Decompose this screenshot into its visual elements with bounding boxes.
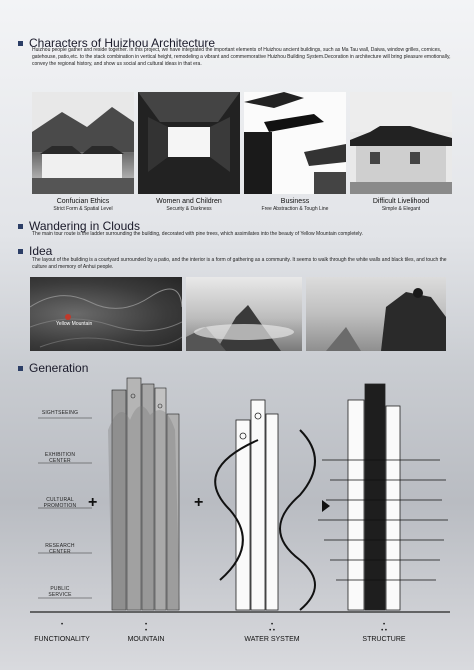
level-research-center-text: CENTER: [49, 549, 71, 555]
level-research-text: RESEARCH: [45, 543, 75, 549]
level-bracket-lines: [38, 418, 92, 598]
generation-title-text: Generation: [29, 361, 89, 375]
photo-business: [244, 92, 346, 194]
photo-cliff-pines-art: [306, 277, 446, 351]
dots-icon-functionality: •: [60, 622, 64, 628]
photo-difficult-livelihood-art: [350, 92, 452, 194]
caption-confucian-ethics: [32, 198, 134, 212]
map-label: Yellow Mountain: [56, 321, 93, 327]
water-system-towers: [215, 400, 315, 610]
level-cultural-text: CULTURAL: [46, 497, 74, 503]
idea-paragraph: The layout of the building is a courtyard surrounded by a patio, and the interior is a form of gathering as a community. It seems to walk through the white walls and black tiles, and touch the culture and memory of Anhui people.: [32, 257, 447, 270]
level-center-text: CENTER: [49, 458, 71, 464]
caption-difficult-livelihood-sub: Simple & Elegant: [381, 206, 421, 212]
generation-diagram: [0, 370, 474, 630]
photo-women-children: [138, 92, 240, 194]
level-promotion-text: PROMOTION: [43, 503, 77, 509]
clouds-title-text: Wandering in Clouds: [29, 219, 140, 233]
photo-difficult-livelihood: [350, 92, 452, 194]
photo-yellow-mountain-map: [30, 277, 182, 351]
level-service-text: SERVICE: [48, 592, 72, 598]
photo-mountain-fog: [186, 277, 302, 351]
bullet-icon: [18, 224, 23, 229]
label-water-system: WATER SYSTEM: [244, 636, 300, 643]
dots-icon-water: • • •: [269, 622, 275, 634]
caption-business: [244, 198, 346, 212]
characters-title-text: Characters of Huizhou Architecture: [29, 36, 216, 50]
plus-operator-2: +: [194, 494, 204, 511]
photo-business-art: [244, 92, 346, 194]
label-functionality: FUNCTIONALITY: [34, 636, 90, 643]
clouds-paragraph: The main tour route is the ladder surrounding the building, decorated with pine trees, which assimilates into the beauty of Yellow Mountain completely.: [32, 231, 363, 237]
photo-women-children-art: [138, 92, 240, 194]
level-exhibition-text: EXHIBITION: [44, 452, 76, 458]
bullet-icon: [18, 41, 23, 46]
photo-cliff-pines: [306, 277, 446, 351]
photo-confucian-ethics-art: [32, 92, 134, 194]
level-sightseeing-text: SIGHTSEEING: [41, 410, 79, 416]
bullet-icon: [18, 249, 23, 254]
characters-paragraph: Huizhou people gather and reside together. In this project, we have integrated the important elements of Huizhou ancient buildings, such as Ma Tau wall, Daiwa, window grilles, cornices, gatehouse, patio,etc. to the stack combination in vertical height, remodeling a vibrant and commemorative Huizhou Building System.Decoration in architecture will bring pleasure emotionally, convey the regional history, and show us social and cultural ideas in that era.: [32, 47, 451, 67]
plus-operator-1: +: [88, 494, 98, 511]
caption-confucian-ethics-sub: Strict Form & Spatial Level: [53, 206, 113, 212]
mountain-towers: [108, 378, 180, 610]
label-structure: STRUCTURE: [362, 636, 406, 643]
structure-towers: [318, 384, 448, 610]
caption-difficult-livelihood-title: Difficult Livelihood: [372, 198, 430, 205]
map-terrain-art: [30, 277, 182, 351]
level-public-text: PUBLIC: [50, 586, 70, 592]
map-pin-icon: [65, 314, 71, 320]
caption-women-children-sub: Security & Darkness: [166, 206, 212, 212]
photo-confucian-ethics: [32, 92, 134, 194]
label-mountain: MOUNTAIN: [127, 636, 165, 643]
caption-business-title: Business: [280, 198, 310, 205]
caption-confucian-ethics-title: Confucian Ethics: [56, 198, 110, 205]
caption-difficult-livelihood: [350, 198, 452, 212]
caption-women-children-title: Women and Children: [156, 198, 222, 205]
caption-women-children: [138, 198, 240, 212]
dots-icon-structure: • • •: [381, 622, 387, 634]
idea-title-text: Idea: [29, 244, 53, 258]
dots-icon-mountain: • •: [144, 622, 148, 634]
caption-business-sub: Free Abstraction & Tough Line: [261, 206, 329, 212]
photo-mountain-fog-art: [186, 277, 302, 351]
section-title-idea: [18, 244, 52, 258]
